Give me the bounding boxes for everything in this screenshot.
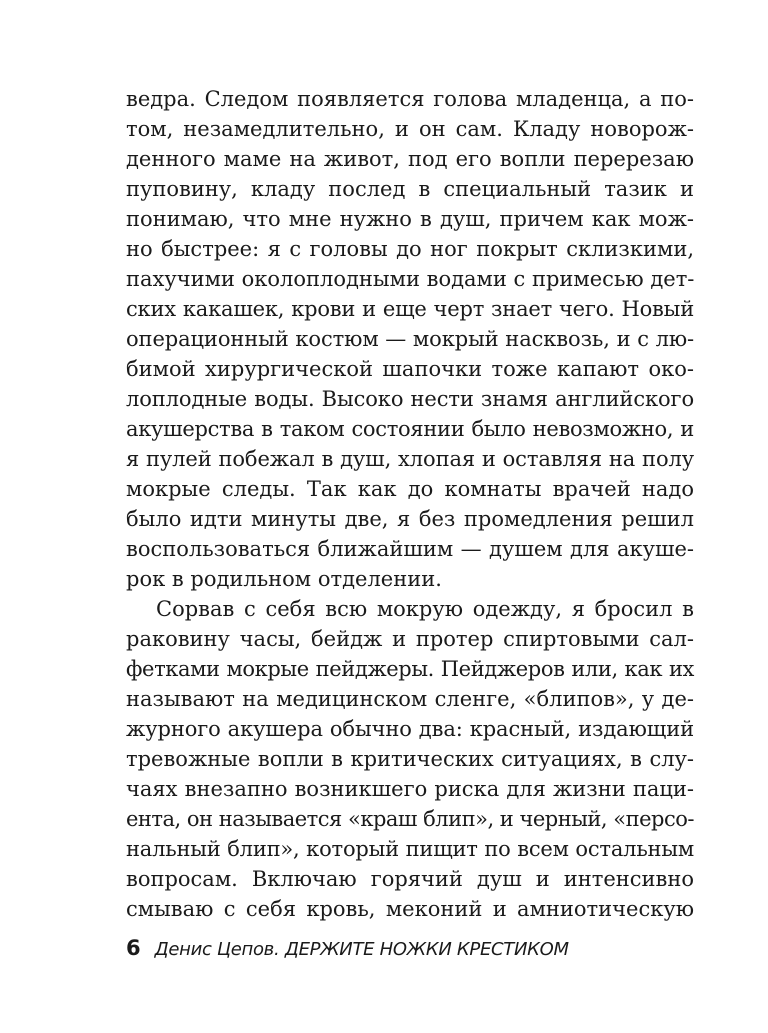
text-line: пахучими околоплодными водами с примесью дет- bbox=[126, 267, 695, 291]
text-line: денного маме на живот, под его вопли перерезаю bbox=[126, 147, 694, 171]
text-line: операционный костюм — мокрый насквозь, и с лю- bbox=[126, 327, 694, 351]
text-line: чаях внезапно возникшего риска для жизни паци- bbox=[126, 777, 694, 801]
text-line: воспользоваться ближайшим — душем для акуше- bbox=[126, 537, 694, 561]
text-line: понимаю, что мне нужно в душ, причем как мож- bbox=[126, 207, 694, 231]
paragraph-start-line: Сорвав с себя всю мокрую одежду, я бросил в bbox=[156, 597, 694, 621]
text-line: мокрые следы. Так как до комнаты врачей надо bbox=[126, 477, 694, 501]
text-line: но быстрее: я с головы до ног покрыт склизкими, bbox=[126, 237, 694, 261]
text-line: тревожные вопли в критических ситуациях, в слу- bbox=[126, 747, 694, 771]
text-line: фетками мокрые пейджеры. Пейджеров или, как их bbox=[126, 657, 694, 681]
text-line: я пулей побежал в душ, хлопая и оставляя на полу bbox=[126, 447, 694, 471]
text-line: было идти минуты две, я без промедления решил bbox=[126, 507, 694, 531]
text-line: называют на медицинском сленге, «блипов», у де- bbox=[126, 687, 694, 711]
text-line: ских какашек, крови и еще черт знает чего. Новый bbox=[126, 297, 694, 321]
text-line: том, незамедлительно, и он сам. Кладу новорож- bbox=[126, 117, 694, 141]
body-text bbox=[126, 84, 694, 924]
text-line: смываю с себя кровь, меконий и амниотическую bbox=[126, 897, 694, 921]
page-footer bbox=[126, 936, 694, 966]
text-line: журного акушера обычно два: красный, издающий bbox=[126, 717, 694, 741]
text-line: ведра. Следом появляется голова младенца, а по- bbox=[126, 87, 694, 111]
text-line: ента, он называется «краш блип», и черный, «персо- bbox=[126, 807, 694, 831]
text-line: нальный блип», который пищит по всем остальным bbox=[126, 837, 694, 861]
text-line: акушерства в таком состоянии было невозможно, и bbox=[126, 417, 694, 441]
text-line: бимой хирургической шапочки тоже капают око- bbox=[126, 357, 694, 381]
text-line: лоплодные воды. Высоко нести знамя английского bbox=[126, 387, 694, 411]
text-line: вопросам. Включаю горячий душ и интенсивно bbox=[126, 867, 694, 891]
text-line: пуповину, кладу послед в специальный тазик и bbox=[126, 177, 694, 201]
text-line: раковину часы, бейдж и протер спиртовыми сал- bbox=[126, 627, 694, 651]
page-number: 6 bbox=[126, 936, 141, 960]
paragraph-end-line: рок в родильном отделении. bbox=[126, 567, 442, 591]
running-head: Денис Цепов. ДЕРЖИТЕ НОЖКИ КРЕСТИКОМ bbox=[154, 939, 569, 960]
